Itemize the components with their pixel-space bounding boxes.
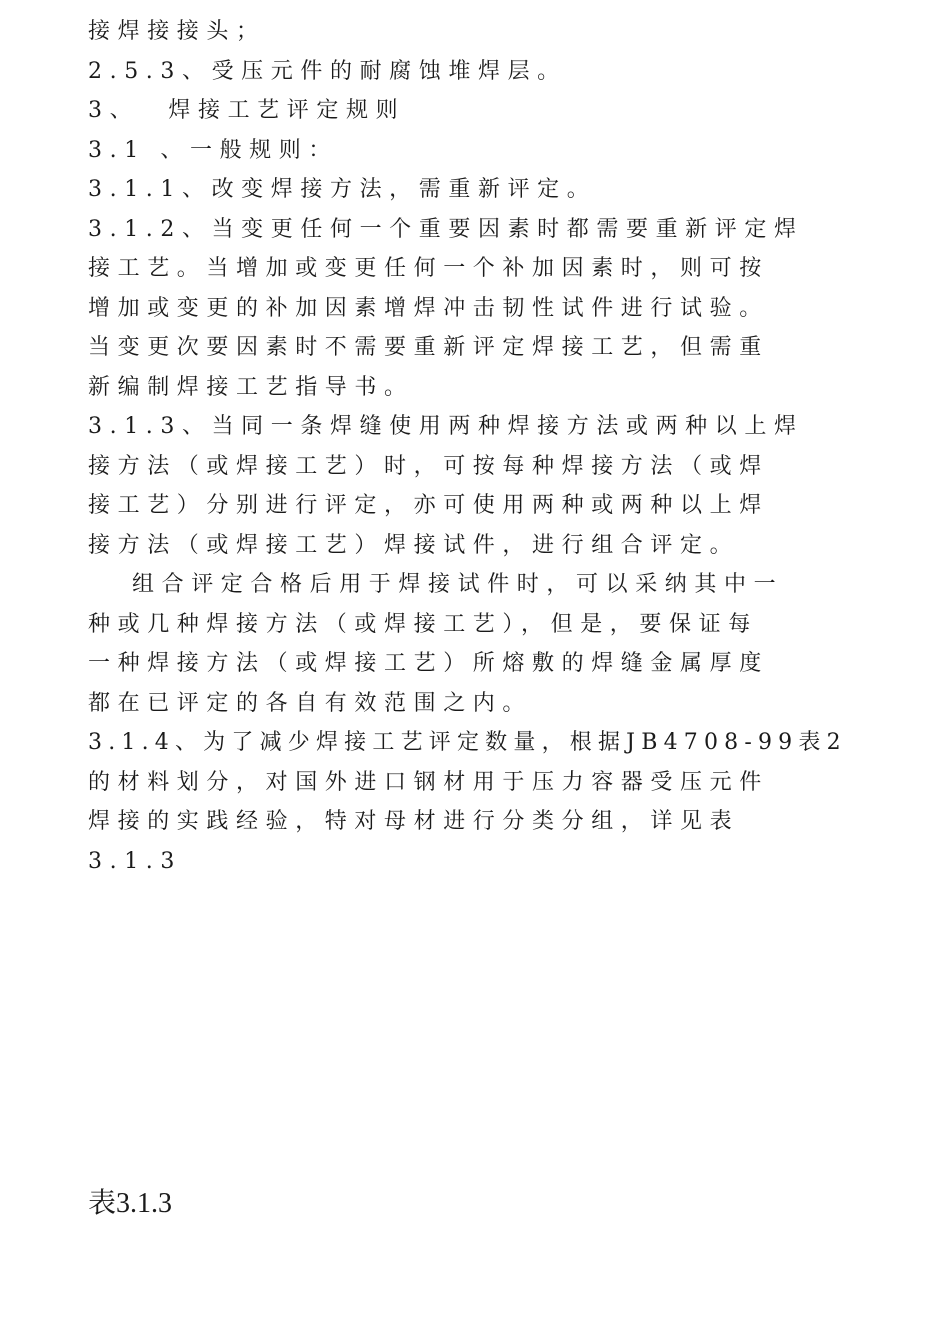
subsection-heading: 3.1 、一般规则： <box>88 137 338 163</box>
text-line: 当变更次要因素时不需要重新评定焊接工艺，但需重 <box>88 335 769 360</box>
text-line: 接方法（或焊接工艺）时，可按每种焊接方法（或焊 <box>88 453 769 479</box>
text-line: 接工艺）分别进行评定，亦可使用两种或两种以上焊 <box>88 493 769 518</box>
text-line: 3.1.1、改变焊接方法，需重新评定。 <box>88 177 597 202</box>
text-line: 种或几种焊接方法（或焊接工艺），但是，要保证每 <box>88 611 758 637</box>
text-line: 增加或变更的补加因素增焊冲击韧性试件进行试验。 <box>88 295 769 321</box>
text-line: 一种焊接方法（或焊接工艺）所熔敷的焊缝金属厚度 <box>88 651 769 676</box>
document-body <box>88 12 888 881</box>
text-line: 的材料划分，对国外进口钢材用于压力容器受压元件 <box>88 769 769 795</box>
text-line: 3.1.3、当同一条焊缝使用两种焊接方法或两种以上焊 <box>88 414 804 439</box>
section-heading: 3、 焊接工艺评定规则 <box>88 98 406 123</box>
text-line: 接焊接接头； <box>88 19 266 44</box>
text-line: 3.1.4、为了减少焊接工艺评定数量，根据JB4708-99表2 <box>88 730 847 755</box>
table-caption: 表3.1.3 <box>88 1188 173 1219</box>
text-line: 接工艺。当增加或变更任何一个补加因素时，则可按 <box>88 256 769 281</box>
text-line: 都在已评定的各自有效范围之内。 <box>88 690 533 716</box>
text-line: 3.1.2、当变更任何一个重要因素时都需要重新评定焊 <box>88 216 804 242</box>
text-line-indented: 组合评定合格后用于焊接试件时，可以采纳其中一 <box>132 572 784 597</box>
text-line: 接方法（或焊接工艺）焊接试件，进行组合评定。 <box>88 532 740 558</box>
text-line: 3.1.3 <box>88 848 182 874</box>
text-line: 焊接的实践经验，特对母材进行分类分组，详见表 <box>88 809 740 834</box>
text-line: 2.5.3、受压元件的耐腐蚀堆焊层。 <box>88 58 567 84</box>
text-line: 新编制焊接工艺指导书。 <box>88 374 414 400</box>
